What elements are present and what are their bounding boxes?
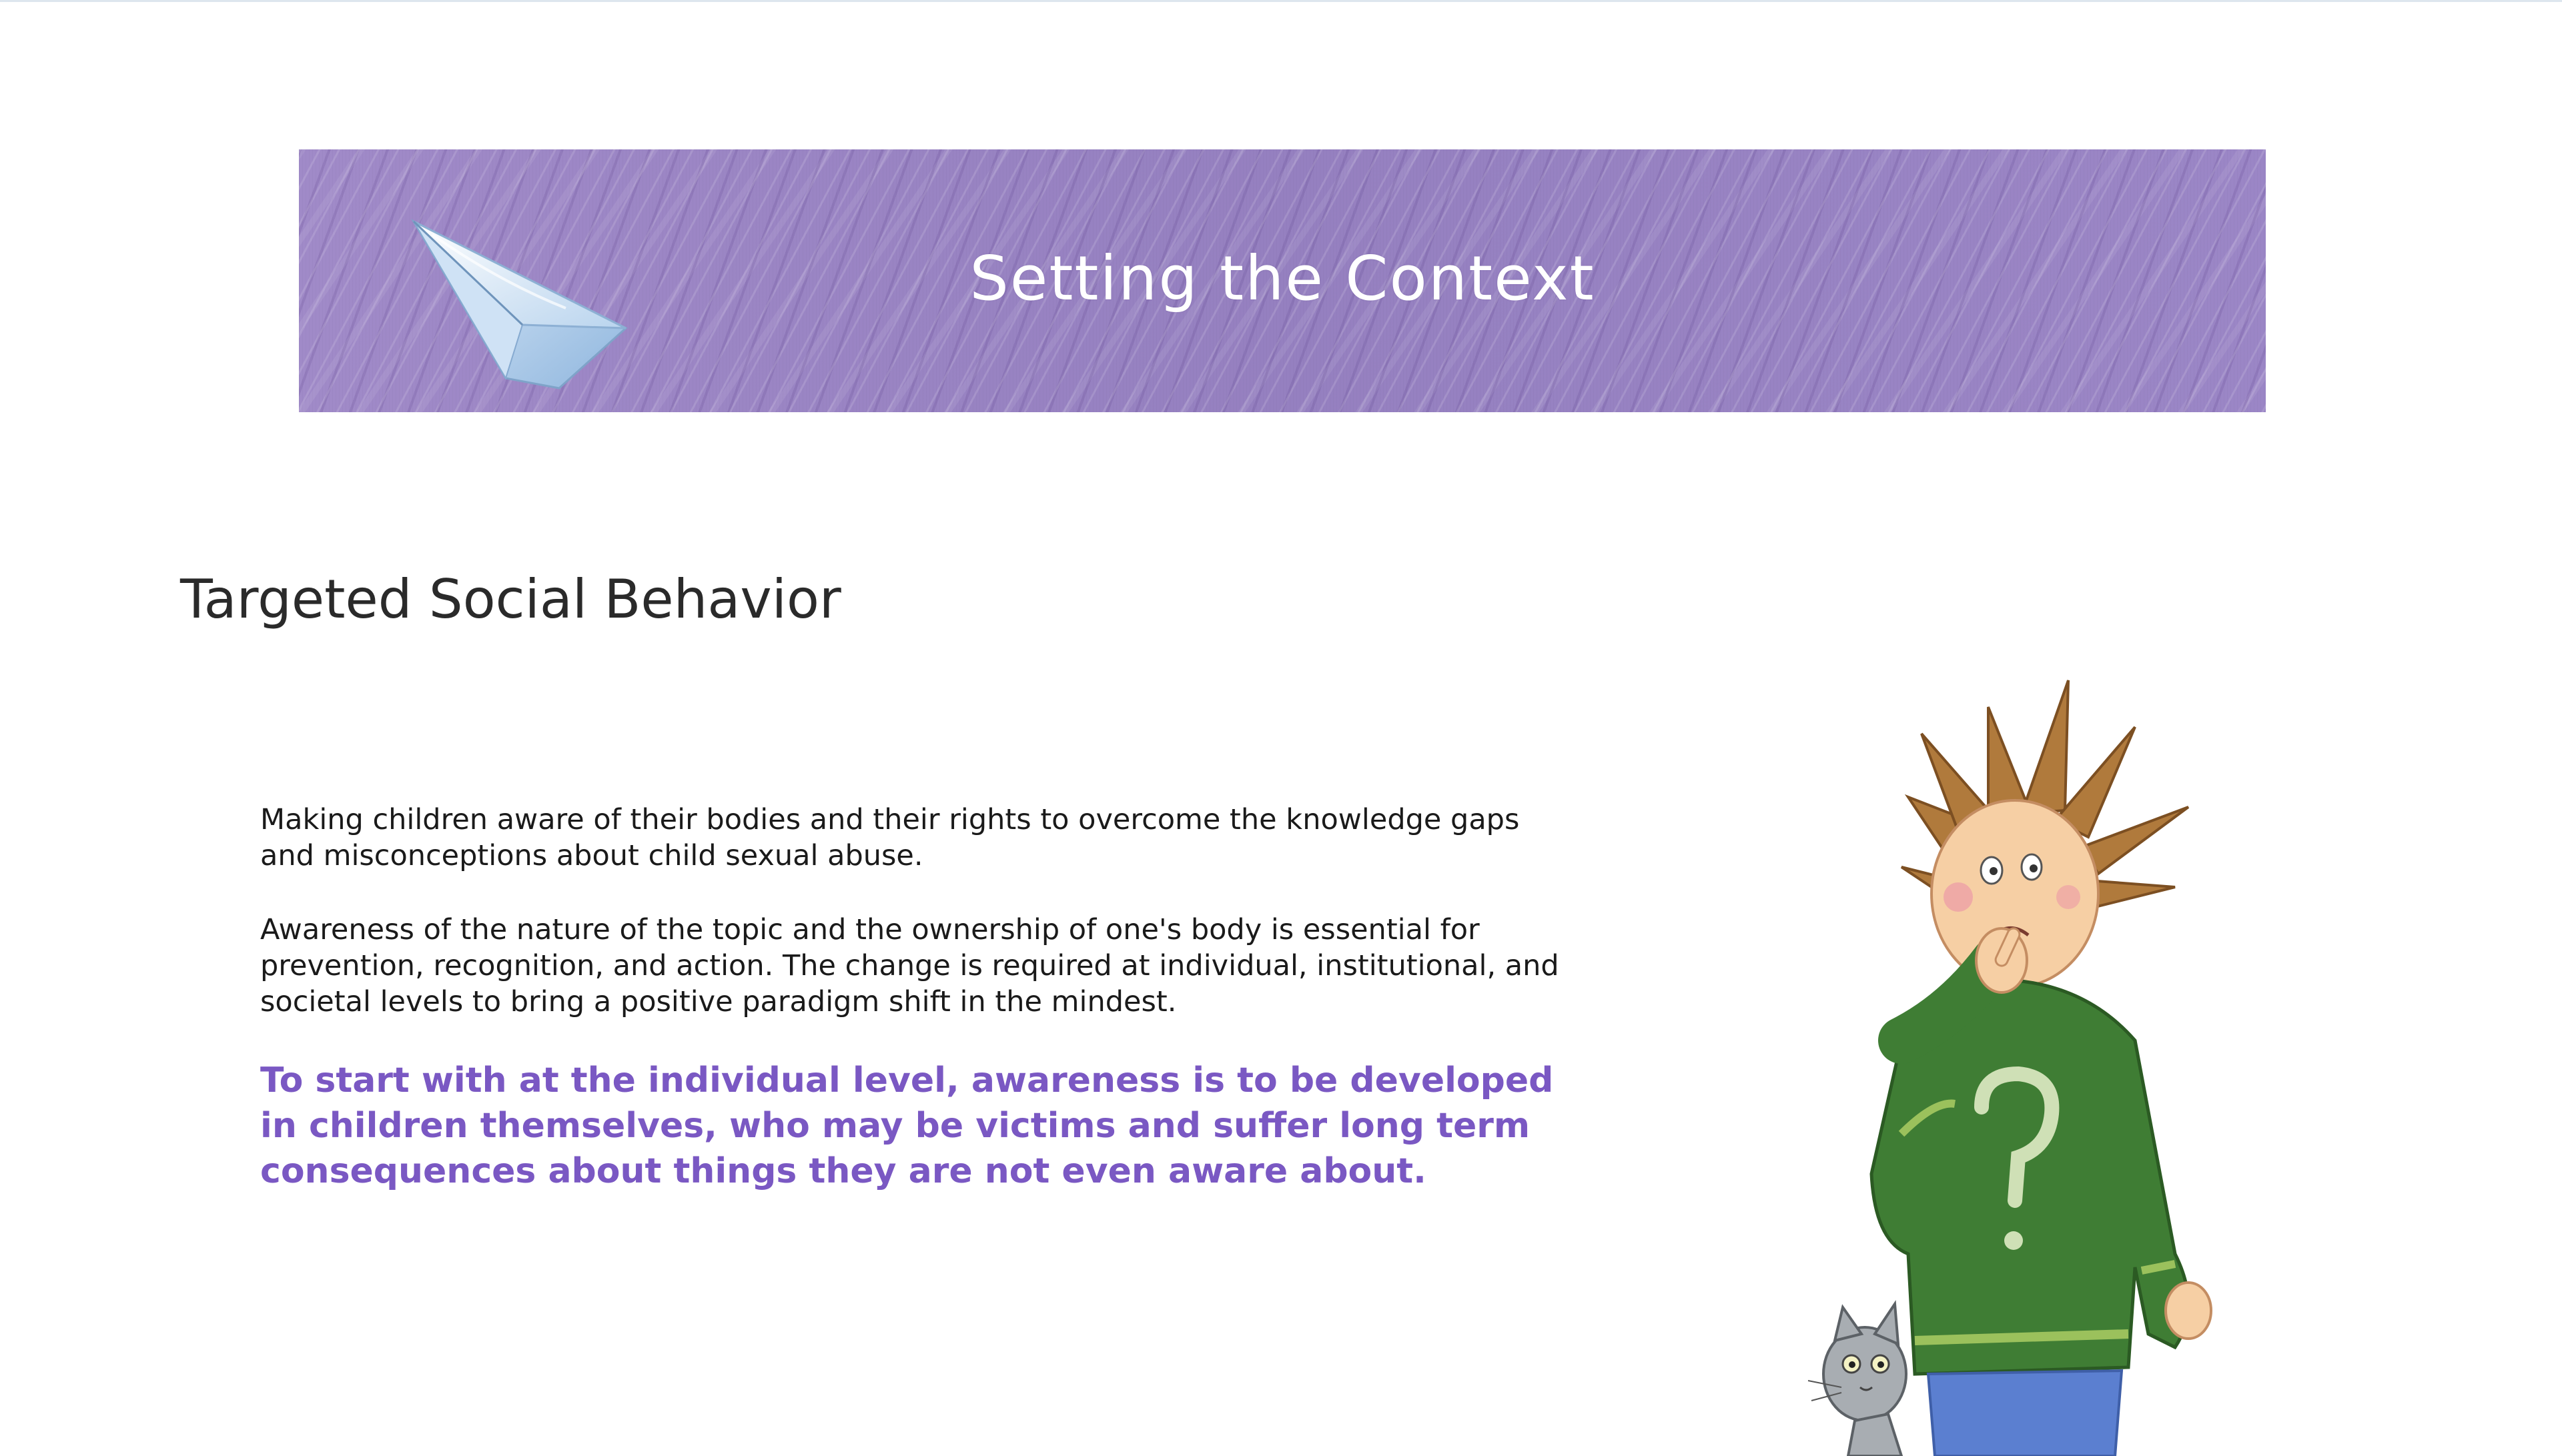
thinking-boy-illustration	[1801, 667, 2268, 1456]
highlight-paragraph: To start with at the individual level, awareness is to be developed in children themselves, who may be victims and suffer long term consequences about things they are not even aware about.	[260, 1060, 1554, 1191]
top-divider	[0, 0, 2562, 2]
banner-title: Setting the Context	[969, 243, 1595, 314]
jeans	[1928, 1371, 2122, 1456]
cat-illustration	[1808, 1304, 1906, 1456]
body-paragraph-1: Making children aware of their bodies and their rights to overcome the knowledge gaps and misconceptions about child sexual abuse.	[260, 803, 1520, 872]
header-banner	[299, 149, 2266, 412]
section-heading: Targeted Social Behavior	[180, 568, 841, 630]
body-paragraph-2: Awareness of the nature of the topic and the ownership of one's body is essential for prevention, recognition, and action. The change is required at individual, institutional, and societal levels to bring a positive paradigm shift in the mindest.	[260, 913, 1559, 1018]
